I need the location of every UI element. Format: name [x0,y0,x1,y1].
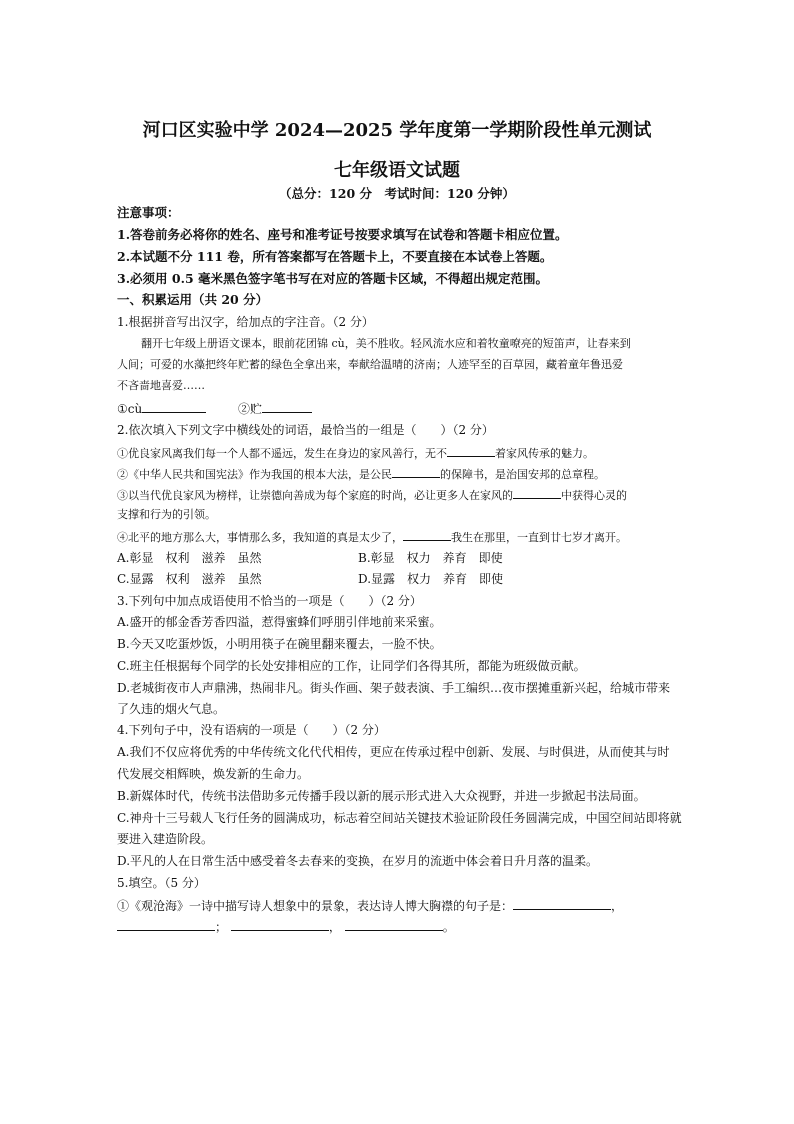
sentence-text: ①优良家风离我们每一个人都不遥远，发生在身边的家风善行，无不 [117,447,447,460]
sentence-text: 我生在那里，一直到廿七岁才离开。 [451,531,627,544]
question-stem: 5.填空。（5 分） [117,876,206,890]
sentence-line [117,465,605,483]
option-continuation: 要进入建造阶段。 [117,832,214,846]
passage-line: 不吝啬地喜爱…… [117,379,205,392]
fill-line [117,918,455,935]
option-a[interactable]: A.彰显 权利 滋养 虽然 [117,551,262,565]
answer-blank[interactable] [142,400,206,413]
note-item: 2.本试题不分 111 卷，所有答案都写在答题卡上，不要直接在本试卷上答题。 [117,249,553,264]
notes-heading: 注意事项： [117,205,180,220]
fill-line [117,897,623,914]
passage-line: 人间；可爱的水藻把终年贮蓄的绿色全拿出来，奉献给温晴的济南；人迹罕至的百草园，藏着童年鲁迅爱 [117,358,623,371]
exam-score-time: （总分：120 分 考试时间：120 分钟） [279,186,515,201]
note-item: 3.必须用 0.5 毫米黑色签字笔书写在对应的答题卡区域，不得超出规定范围。 [117,271,549,286]
sentence-line [117,528,627,546]
question-stem: 4.下列句子中，没有语病的一项是（ ）（2 分） [117,723,386,737]
question-stem: 2.依次填入下列文字中横线处的词语，最恰当的一组是（ ）（2 分） [117,423,494,437]
section-heading: 一、积累运用（共 20 分） [117,292,269,307]
sentence-line: 支撑和行为的引领。 [117,508,216,521]
fill-blank[interactable] [447,444,495,457]
sentence-text: ②《中华人民共和国宪法》作为我国的根本大法，是公民 [117,468,392,481]
sentence-line [117,444,594,462]
option-a[interactable]: A.我们不仅应将优秀的中华传统文化代代相传，更应在传承过程中创新、发展、与时俱进，从而使其与时 [117,745,670,759]
answer-label: ②贮 [238,402,263,416]
fill-blank[interactable] [231,918,329,931]
sentence-text: ③以当代优良家风为榜样，让崇德向善成为每个家庭的时尚，必让更多人在家风的 [117,489,513,502]
fill-blank[interactable] [403,528,451,541]
fill-blank[interactable] [513,486,561,499]
answer-line [117,400,206,417]
answer-blank[interactable] [262,400,312,413]
sentence-text: 着家风传承的魅力。 [495,447,594,460]
punctuation: ， [611,899,624,913]
option-c[interactable]: C.神舟十三号载人飞行任务的圆满成功，标志着空间站关键技术验证阶段任务圆满完成，中国空间站即将就 [117,811,682,825]
option-d[interactable]: D.老城街夜市人声鼎沸，热闹非凡。街头作画、架子鼓表演、手工编织…夜市摆摊重新兴起，给城市带来 [117,681,671,695]
answer-line [238,400,312,417]
option-a[interactable]: A.盛开的郁金香芳香四溢，惹得蜜蜂们呼朋引伴地前来采蜜。 [117,615,442,629]
punctuation: 。 [442,920,455,934]
sentence-text: ④北平的地方那么大，事情那么多，我知道的真是太少了， [117,531,403,544]
punctuation: ； [215,920,228,934]
sentence-text: 的保障书，是治国安邦的总章程。 [440,468,605,481]
option-c[interactable]: C.班主任根据每个同学的长处安排相应的工作，让同学们各得其所，都能为班级做贡献。 [117,659,586,673]
sentence-text: 中获得心灵的 [561,489,627,502]
option-b[interactable]: B.彰显 权力 养育 即使 [358,551,503,565]
exam-subject-title: 七年级语文试题 [334,160,460,181]
note-item: 1.答卷前务必将你的姓名、座号和准考证号按要求填写在试卷和答题卡相应位置。 [117,227,568,242]
question-stem: 3.下列句中加点成语使用不恰当的一项是（ ）（2 分） [117,594,422,608]
option-c[interactable]: C.显露 权利 滋养 虽然 [117,572,262,586]
option-d[interactable]: D.平凡的人在日常生活中感受着冬去春来的变换，在岁月的流逝中体会着日升月落的温柔。 [117,854,599,868]
passage-line: 翻开七年级上册语文课本，眼前花团锦 cù，美不胜收。轻风流水应和着牧童嘹亮的短笛声，让春来到 [141,337,631,350]
answer-label: ①cù [117,402,143,416]
sentence-line [117,486,627,504]
fill-blank[interactable] [392,465,440,478]
fill-blank[interactable] [513,897,611,910]
question-stem: 1.根据拼音写出汉字，给加点的字注音。（2 分） [117,315,374,329]
option-b[interactable]: B.今天又吃蛋炒饭，小明用筷子在碗里翻来覆去，一脸不快。 [117,637,442,651]
fill-blank[interactable] [117,918,215,931]
option-b[interactable]: B.新媒体时代，传统书法借助多元传播手段以新的展示形式进入大众视野，并进一步掀起书法局面。 [117,789,646,803]
fill-prompt: ①《观沧海》一诗中描写诗人想象中的景象，表达诗人博大胸襟的句子是： [117,899,514,913]
option-continuation: 了久违的烟火气息。 [117,702,226,716]
option-continuation: 代发展交相辉映，焕发新的生命力。 [117,767,310,781]
punctuation: ， [328,920,341,934]
exam-title: 河口区实验中学 2024—2025 学年度第一学期阶段性单元测试 [142,120,652,141]
option-d[interactable]: D.显露 权力 养育 即使 [358,572,504,586]
fill-blank[interactable] [345,918,443,931]
